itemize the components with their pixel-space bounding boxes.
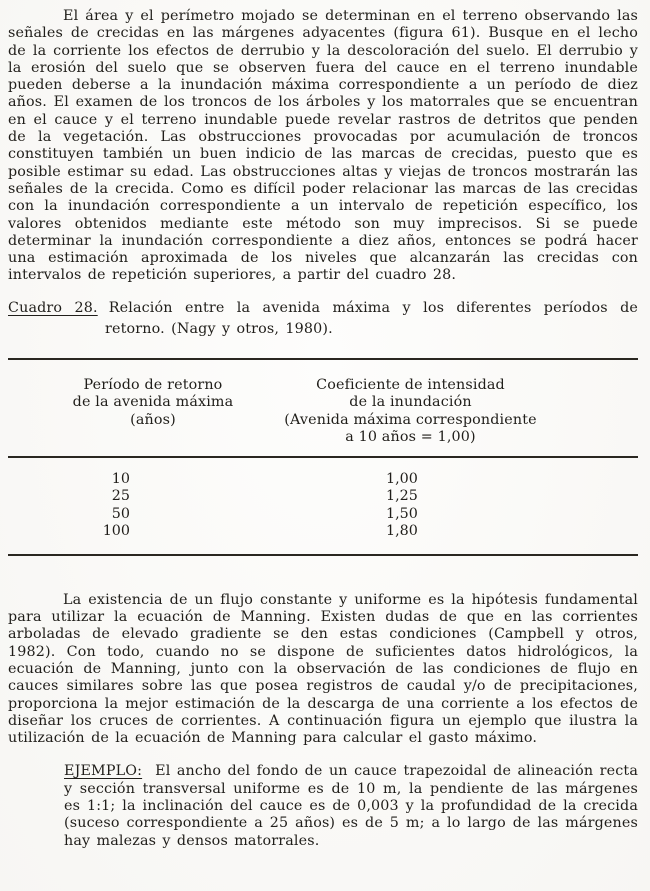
table-caption-label: Cuadro 28.	[8, 299, 98, 316]
table-header-coefficient	[253, 377, 568, 447]
table-body	[8, 471, 638, 541]
paragraph-flood-marks: El área y el perímetro mojado se determinan en el terreno observando las señales de crecidas en las márgenes adyacentes (figura 61). Busque en el lecho de la corriente los efectos de derrubio y la descoloración del suelo. El derrubio y la erosión del suelo que se observen fuera del cauce en el terreno inundable pueden deberse a la inundación máxima correspondiente a un período de diez años. El examen de los troncos de los árboles y los matorrales que se encuentran en el cauce y el terreno inundable puede revelar rastros de detritos que penden de la vegetación. Las obstrucciones provocadas por acumulación de troncos constituyen también un buen indicio de las marcas de crecidas, puesto que es posible estimar su edad. Las obstrucciones altas y viejas de troncos mostrarán las señales de la crecida. Como es difícil poder relacionar las marcas de las crecidas con la inundación correspondiente a un intervalo de repetición específico, los valores obtenidos mediante este método son muy imprecisos. Si se puede determinar la inundación correspondiente a diez años, entonces se podrá hacer una estimación aproximada de los niveles que alcanzarán las crecidas con intervalos de repetición superiores, a partir del cuadro 28.	[8, 8, 638, 284]
table-header-coefficient-line4: a 10 años = 1,00)	[345, 429, 476, 446]
table-header-coefficient-line3: (Avenida máxima correspondiente	[284, 411, 537, 428]
coefficient-value: 1,00	[386, 470, 418, 487]
table-header-row	[8, 377, 638, 447]
table-header-period	[53, 377, 253, 447]
table-row	[8, 471, 638, 489]
paragraph-manning-equation: La existencia de un flujo constante y uniforme es la hipótesis fundamental para utilizar la ecuación de Manning. Existen dudas de que en las corrientes arboladas de elevado gradiente se den estas condiciones (Campbell y otros, 1982). Con todo, cuando no se dispone de suficientes datos hidrológicos, la ecuación de Manning, junto con la observación de las condiciones de flujo en cauces similares sobre las que posea registros de caudal y/o de precipitaciones, proporciona la mejor estimación de la descarga de una corriente a los efectos de diseñar los cruces de corrientes. A continuación figura un ejemplo que ilustra la utilización de la ecuación de Manning para calcular el gasto máximo.	[8, 591, 638, 747]
table-caption	[8, 298, 638, 340]
example-label: EJEMPLO:	[64, 763, 143, 780]
table-row	[8, 506, 638, 524]
coefficient-value: 1,50	[386, 505, 418, 522]
coefficient-value: 1,80	[386, 523, 418, 540]
period-value: 100	[102, 523, 130, 540]
table-header-coefficient-line1: Coeficiente de intensidad	[316, 376, 505, 393]
example-text: El ancho del fondo de un cauce trapezoidal de alineación recta y sección transversal uniforme es de 10 m, la pendiente de las márgenes es 1:1; la inclinación del cauce es de 0,003 y la profundidad de la crecida (suceso correspondiente a 25 años) es de 5 m; a lo largo de las márgenes hay malezas y densos matorrales.	[64, 763, 638, 849]
table-header-period-line3: (años)	[130, 411, 176, 428]
coefficient-value: 1,25	[386, 488, 418, 505]
table-row	[8, 523, 638, 541]
table-caption-text: Relación entre la avenida máxima y los diferentes períodos de retorno. (Nagy y otros, 1980).	[105, 299, 638, 337]
period-value: 10	[111, 470, 130, 487]
table-header-coefficient-line2: de la inundación	[349, 394, 472, 411]
table-row	[8, 488, 638, 506]
table-bottom-rule	[8, 554, 638, 556]
period-value: 50	[111, 505, 130, 522]
table-header-period-line2: de la avenida máxima	[72, 394, 234, 411]
table-top-rule	[8, 358, 638, 360]
table-header-period-line1: Período de retorno	[83, 376, 223, 393]
table-header-rule	[8, 456, 638, 458]
example-paragraph	[64, 763, 638, 849]
period-value: 25	[111, 488, 130, 505]
